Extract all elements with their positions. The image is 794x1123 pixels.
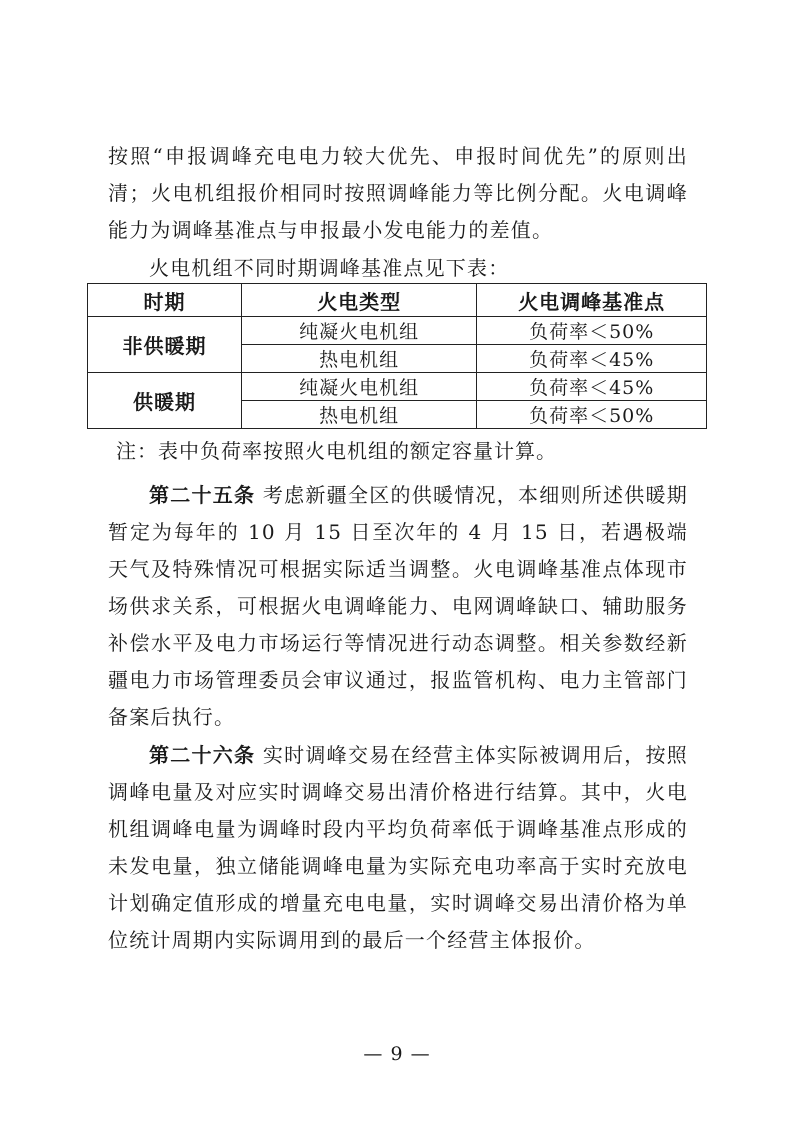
baseline-cell: 负荷率＜45% [477, 345, 707, 373]
table-intro: 火电机组不同时期调峰基准点见下表： [149, 256, 510, 280]
article-25-body: 考虑新疆全区的供暖情况，本细则所述供暖期暂定为每年的 10 月 15 日至次年的 4 月 15 日，若遇极端天气及特殊情况可根据实际适当调整。火电调峰基准点体现市场供求关系，可根据火电调峰能力、电网调峰缺口、辅助服务补偿水平及电力市场运行等情况进行动态调整。相关参数经新疆电力市场管理委员会审议通过，报监管机构、电力主管部门备案后执行。 [108, 483, 689, 729]
type-cell: 纯凝火电机组 [242, 317, 477, 345]
paragraph-opening: 按照“申报调峰充电电力较大优先、申报时间优先”的原则出清；火电机组报价相同时按照调峰能力等比例分配。火电调峰能力为调峰基准点与申报最小发电能力的差值。 [108, 144, 688, 242]
page-number: — 9 — [363, 1043, 431, 1065]
type-cell: 热电机组 [242, 345, 477, 373]
baseline-cell: 负荷率＜50% [477, 317, 707, 345]
baseline-cell: 负荷率＜50% [477, 401, 707, 429]
header-type: 火电类型 [242, 284, 477, 317]
table-note: 注：表中负荷率按照火电机组的额定容量计算。 [116, 439, 557, 463]
table-header-row [88, 284, 707, 317]
article-26-heading: 第二十六条 [149, 743, 256, 767]
type-cell: 热电机组 [242, 401, 477, 429]
baseline-table [87, 283, 707, 429]
period-cell: 供暖期 [88, 373, 242, 429]
article-25-heading: 第二十五条 [149, 483, 256, 507]
article-26 [108, 737, 688, 959]
table-row [88, 373, 707, 401]
header-period: 时期 [88, 284, 242, 317]
article-25 [108, 477, 688, 736]
article-26-body: 实时调峰交易在经营主体实际被调用后，按照调峰电量及对应实时调峰交易出清价格进行结算。其中，火电机组调峰电量为调峰时段内平均负荷率低于调峰基准点形成的未发电量，独立储能调峰电量为实际充电功率高于实时充放电计划确定值形成的增量充电电量，实时调峰交易出清价格为单位统计周期内实际调用到的最后一个经营主体报价。 [108, 743, 689, 952]
table-row [88, 317, 707, 345]
period-cell: 非供暖期 [88, 317, 242, 373]
baseline-cell: 负荷率＜45% [477, 373, 707, 401]
header-baseline: 火电调峰基准点 [477, 284, 707, 317]
type-cell: 纯凝火电机组 [242, 373, 477, 401]
